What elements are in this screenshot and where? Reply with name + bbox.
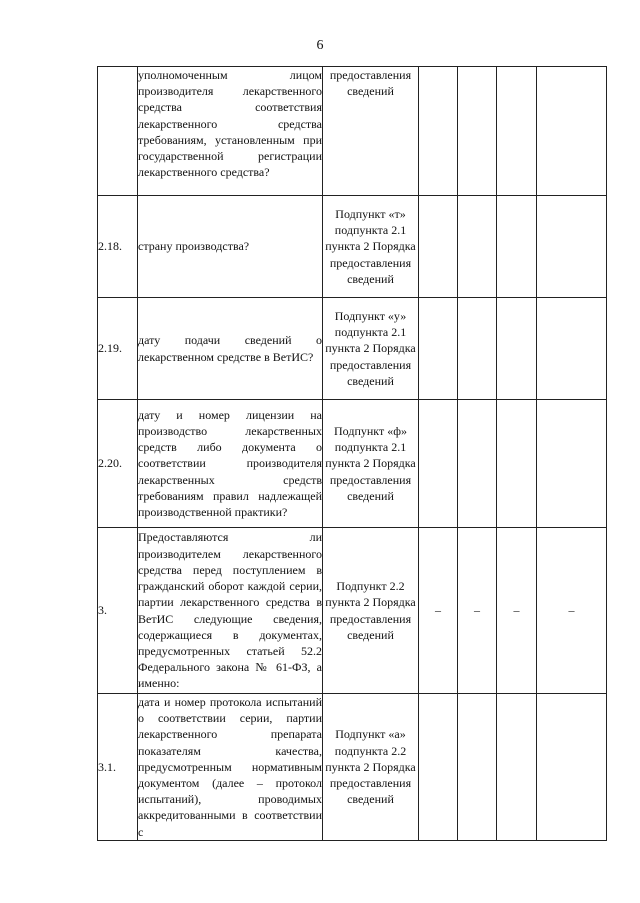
answer-cell — [458, 67, 497, 196]
answer-cell — [419, 400, 458, 528]
question-text: дату и номер лицензии на производство лекарственных средств либо документа о соответствии производителя лекарственных средств требованиям правил надлежащей производственной практики? — [138, 400, 323, 528]
reference-text: Подпункт «а» подпункта 2.2 пункта 2 Порядка предоставления сведений — [323, 694, 419, 841]
row-number: 2.18. — [98, 196, 138, 298]
answer-cell — [419, 196, 458, 298]
answer-cell: – — [419, 528, 458, 694]
answer-cell — [458, 298, 497, 400]
page-number: 6 — [316, 38, 324, 53]
reference-text: Подпункт «у» подпункта 2.1 пункта 2 Порядка предоставления сведений — [323, 298, 419, 400]
question-text: уполномоченным лицом производителя лекарственного средства соответствия лекарственного средства требованиям, установленным при государственной регистрации лекарственного средства? — [138, 67, 323, 196]
answer-cell: – — [537, 528, 607, 694]
table-row — [98, 298, 607, 400]
answer-cell: – — [497, 528, 537, 694]
question-text: дата и номер протокола испытаний о соответствии серии, партии лекарственного препарата показателям качества, предусмотренным нормативным документом (далее – протокол испытаний), проводимых аккредитованными в соответствии с — [138, 695, 322, 839]
answer-cell — [419, 694, 458, 841]
answer-cell — [458, 400, 497, 528]
reference-text: Подпункт 2.2 пункта 2 Порядка предоставления сведений — [323, 528, 419, 694]
answer-cell — [537, 196, 607, 298]
row-number — [98, 67, 138, 196]
reference-text: Подпункт «ф» подпункта 2.1 пункта 2 Порядка предоставления сведений — [323, 400, 419, 528]
row-number: 2.20. — [98, 400, 138, 528]
table-row — [98, 67, 607, 196]
reference-text: предоставления сведений — [323, 67, 419, 196]
answer-cell — [537, 694, 607, 841]
answer-cell — [458, 694, 497, 841]
reference-text: Подпункт «т» подпункта 2.1 пункта 2 Порядка предоставления сведений — [323, 196, 419, 298]
answer-cell — [497, 298, 537, 400]
question-text: Предоставляются ли производителем лекарственного средства перед поступлением в гражданский оборот каждой серии, партии лекарственного средства в ВетИС следующие сведения, содержащиеся в документах, предусмотренных статьей 52.2 Федерального закона № 61-ФЗ, а именно: — [138, 528, 323, 694]
table-row — [98, 528, 607, 694]
question-text: дату подачи сведений о лекарственном средстве в ВетИС? — [138, 298, 323, 400]
row-number: 3. — [98, 528, 138, 694]
table-row — [98, 694, 607, 841]
answer-cell — [537, 298, 607, 400]
answer-cell — [537, 400, 607, 528]
question-text: страну производства? — [138, 196, 323, 298]
answer-cell — [537, 67, 607, 196]
requirements-table — [97, 66, 607, 841]
answer-cell — [497, 67, 537, 196]
answer-cell — [458, 196, 497, 298]
answer-cell — [497, 400, 537, 528]
answer-cell: – — [458, 528, 497, 694]
answer-cell — [419, 67, 458, 196]
answer-cell — [497, 196, 537, 298]
table-row — [98, 400, 607, 528]
row-number: 2.19. — [98, 298, 138, 400]
answer-cell — [497, 694, 537, 841]
answer-cell — [419, 298, 458, 400]
row-number: 3.1. — [98, 694, 138, 841]
table-row — [98, 196, 607, 298]
